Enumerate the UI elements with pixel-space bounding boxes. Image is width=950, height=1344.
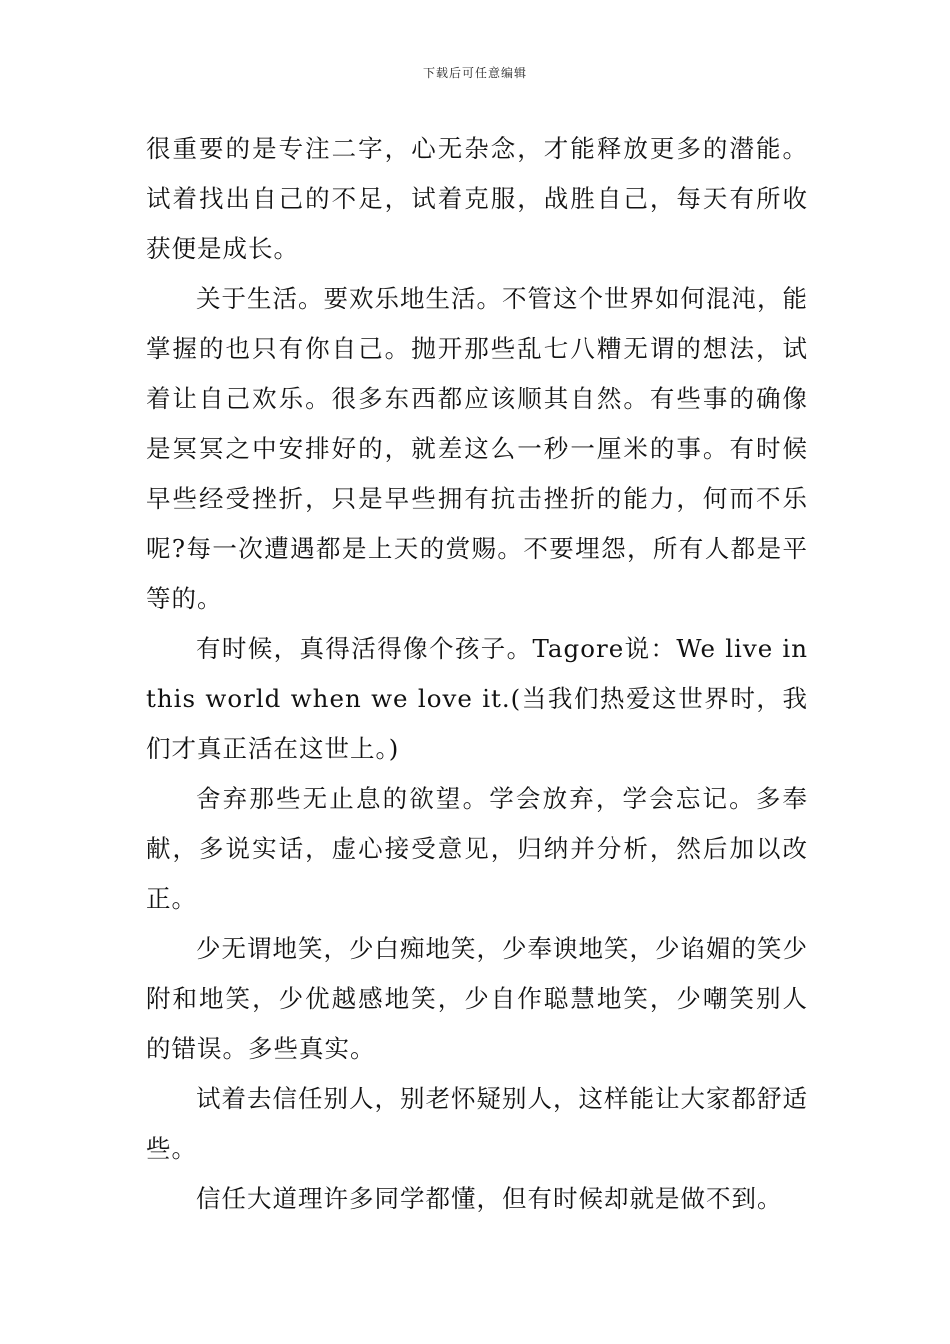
paragraph: 试着去信任别人，别老怀疑别人，这样能让大家都舒适些。 xyxy=(146,1084,808,1163)
paragraph: 少无谓地笑，少白痴地笑，少奉谀地笑，少谄媚的笑少附和地笑，少优越感地笑，少自作聪慧地笑，少嘲笑别人的错误。多些真实。 xyxy=(146,934,808,1063)
paragraph: 舍弃那些无止息的欲望。学会放弃，学会忘记。多奉献，多说实话，虚心接受意见，归纳并分析，然后加以改正。 xyxy=(146,784,808,913)
paragraph: 信任大道理许多同学都懂，但有时候却就是做不到。 xyxy=(196,1184,783,1213)
paragraph: 很重要的是专注二字，心无杂念，才能释放更多的潜能。试着找出自己的不足，试着克服，战胜自己，每天有所收获便是成长。 xyxy=(146,134,808,263)
header-note: 下载后可任意编辑 xyxy=(422,66,527,80)
document-body xyxy=(146,124,808,1224)
paragraph: 有时候，真得活得像个孩子。Tagore说：We live in this world when we love it.(当我们热爱这世界时，我们才真正活在这世上。) xyxy=(146,634,808,763)
paragraph: 关于生活。要欢乐地生活。不管这个世界如何混沌，能掌握的也只有你自己。抛开那些乱七八糟无谓的想法，试着让自己欢乐。很多东西都应该顺其自然。有些事的确像是冥冥之中安排好的，就差这么一秒一厘米的事。有时候早些经受挫折，只是早些拥有抗击挫折的能力，何而不乐呢?每一次遭遇都是上天的赏赐。不要埋怨，所有人都是平等的。 xyxy=(146,284,808,613)
